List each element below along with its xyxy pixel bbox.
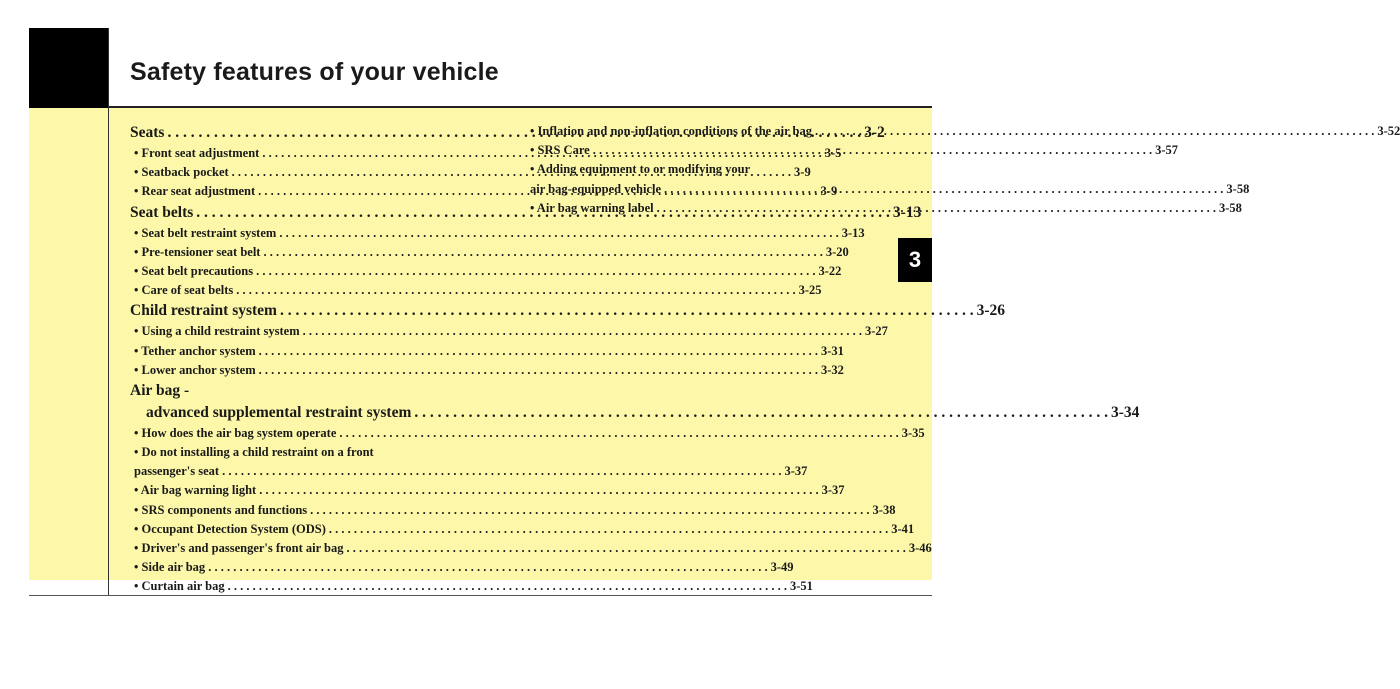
toc-page-number: 3-37	[821, 483, 845, 498]
chapter-tab[interactable]: 3	[898, 238, 932, 282]
toc-entry-seat-belt-restraint-system[interactable]	[130, 224, 865, 243]
toc-entry-adding-equipment-line1[interactable]: • Adding equipment to or modifying your	[530, 162, 751, 177]
toc-page-number: 3-27	[864, 324, 888, 339]
toc-page-number: 3-2	[864, 124, 885, 141]
toc-label: • Occupant Detection System (ODS)	[134, 521, 326, 536]
toc-leader-dots	[233, 281, 798, 300]
toc-page-number: 3-9	[820, 184, 838, 199]
toc-entry-child-restraint-system[interactable]	[130, 300, 1006, 322]
toc-leader-dots	[654, 199, 1219, 218]
toc-page-number: 3-52	[1377, 124, 1400, 138]
toc-label: advanced supplemental restraint system	[146, 403, 412, 421]
toc-page-number: 3-37	[784, 464, 808, 479]
toc-leader-dots	[219, 462, 784, 481]
toc-entry-air-bag[interactable]	[130, 402, 1140, 424]
toc-entry-srs-components[interactable]	[130, 501, 896, 520]
toc-leader-dots	[300, 322, 865, 341]
toc-entry-tether-anchor-system[interactable]	[130, 342, 844, 361]
toc-leader-dots	[256, 361, 821, 380]
toc-entry-side-air-bag[interactable]	[130, 558, 794, 577]
toc-leader-dots	[256, 342, 821, 361]
toc-entry-air-bag-line1[interactable]: Air bag -	[130, 381, 190, 399]
toc-entry-child-restraint-front-line1[interactable]: • Do not installing a child restraint on a front	[134, 445, 374, 460]
toc-entry-how-air-bag-operates[interactable]	[130, 424, 925, 443]
toc-entry-using-child-restraint[interactable]	[130, 322, 888, 341]
toc-label: • Seatback pocket	[134, 165, 229, 180]
toc-label: passenger's seat	[134, 464, 220, 479]
toc-leader-dots	[336, 424, 901, 443]
toc-entry-occupant-detection[interactable]	[130, 520, 915, 539]
toc-entry-curtain-air-bag[interactable]	[130, 577, 813, 596]
toc-page-number: 3-31	[821, 343, 844, 358]
toc-label: • Using a child restraint system	[134, 324, 300, 339]
toc-leader-dots	[277, 300, 977, 322]
toc-label: • Lower anchor system	[134, 362, 256, 377]
toc-label: Seats	[130, 124, 165, 141]
toc-label: • Pre-tensioner seat belt	[134, 244, 261, 259]
toc-page-number: 3-20	[825, 244, 849, 259]
toc-page-number: 3-13	[892, 203, 922, 221]
toc-entry-lower-anchor-system[interactable]	[130, 361, 844, 380]
toc-label: Seat belts	[130, 203, 194, 221]
toc-label: air bag-equipped vehicle	[530, 181, 662, 196]
toc-leader-dots	[307, 501, 872, 520]
toc-leader-dots	[661, 180, 1226, 199]
toc-leader-dots	[253, 262, 818, 281]
toc-label: Child restraint system	[130, 302, 277, 320]
toc-leader-dots	[276, 224, 841, 243]
toc-label: • Air bag warning light	[134, 483, 257, 498]
toc-label: • Side air bag	[134, 560, 206, 575]
toc-entry-seat-belt-precautions[interactable]	[130, 262, 842, 281]
toc-page-number: 3-13	[841, 225, 865, 240]
toc-leader-dots	[812, 122, 1377, 141]
toc-entry-air-bag-warning-light[interactable]	[130, 481, 845, 500]
toc-leader-dots	[411, 402, 1111, 424]
toc-label: • Care of seat belts	[134, 283, 234, 298]
toc-page-number: 3-51	[790, 579, 813, 594]
toc-page-number: 3-41	[891, 521, 915, 536]
chapter-corner-block	[29, 28, 109, 108]
toc-leader-dots	[205, 558, 770, 577]
toc-leader-dots	[260, 243, 825, 262]
toc-entry-child-restraint-front[interactable]	[130, 462, 808, 481]
toc-page-number: 3-49	[770, 560, 794, 575]
toc-page-number: 3-22	[818, 263, 842, 278]
toc-entry-front-air-bag[interactable]	[130, 539, 932, 558]
toc-label: • Tether anchor system	[134, 343, 256, 358]
toc-page-number: 3-58	[1226, 181, 1250, 196]
toc-page-number: 3-57	[1155, 143, 1179, 158]
toc-page-number: 3-38	[872, 502, 896, 517]
toc-label: • Driver's and passenger's front air bag	[134, 541, 344, 555]
toc-page-number: 3-58	[1218, 200, 1242, 215]
toc-label: • SRS components and functions	[134, 502, 308, 517]
toc-leader-dots	[225, 577, 790, 596]
toc-label: • Curtain air bag	[134, 579, 225, 594]
toc-label: • How does the air bag system operate	[134, 425, 337, 440]
toc-page-number: 3-35	[901, 425, 925, 440]
toc-label: • Front seat adjustment	[134, 146, 260, 160]
toc-label: • Seat belt precautions	[134, 263, 254, 278]
toc-entry-adding-equipment[interactable]	[526, 180, 1250, 199]
page-title: Safety features of your vehicle	[130, 58, 499, 86]
toc-page-number: 3-25	[798, 283, 822, 298]
left-margin-rule	[108, 28, 109, 596]
toc-label: • Air bag warning label	[530, 200, 654, 215]
toc-page-number: 3-5	[824, 146, 842, 160]
toc-entry-pre-tensioner-seat-belt[interactable]	[130, 243, 849, 262]
toc-page-number: 3-34	[1111, 403, 1140, 421]
toc-page-number: 3-26	[976, 302, 1006, 320]
toc-label: • Rear seat adjustment	[134, 184, 256, 199]
toc-leader-dots	[256, 481, 821, 500]
toc-leader-dots	[590, 141, 1155, 160]
toc-entry-care-of-seat-belts[interactable]	[130, 281, 822, 300]
toc-leader-dots	[343, 539, 908, 558]
toc-page-number: 3-46	[908, 541, 932, 555]
toc-leader-dots	[326, 520, 891, 539]
toc-label: • SRS Care	[530, 143, 590, 158]
toc-label: • Inflation and non-inflation conditions of the air bag	[530, 124, 812, 138]
toc-page-number: 3-32	[821, 362, 844, 377]
toc-label: • Seat belt restraint system	[134, 225, 277, 240]
toc-page-number: 3-9	[794, 165, 811, 180]
toc-entry-srs-care[interactable]	[526, 141, 1179, 160]
